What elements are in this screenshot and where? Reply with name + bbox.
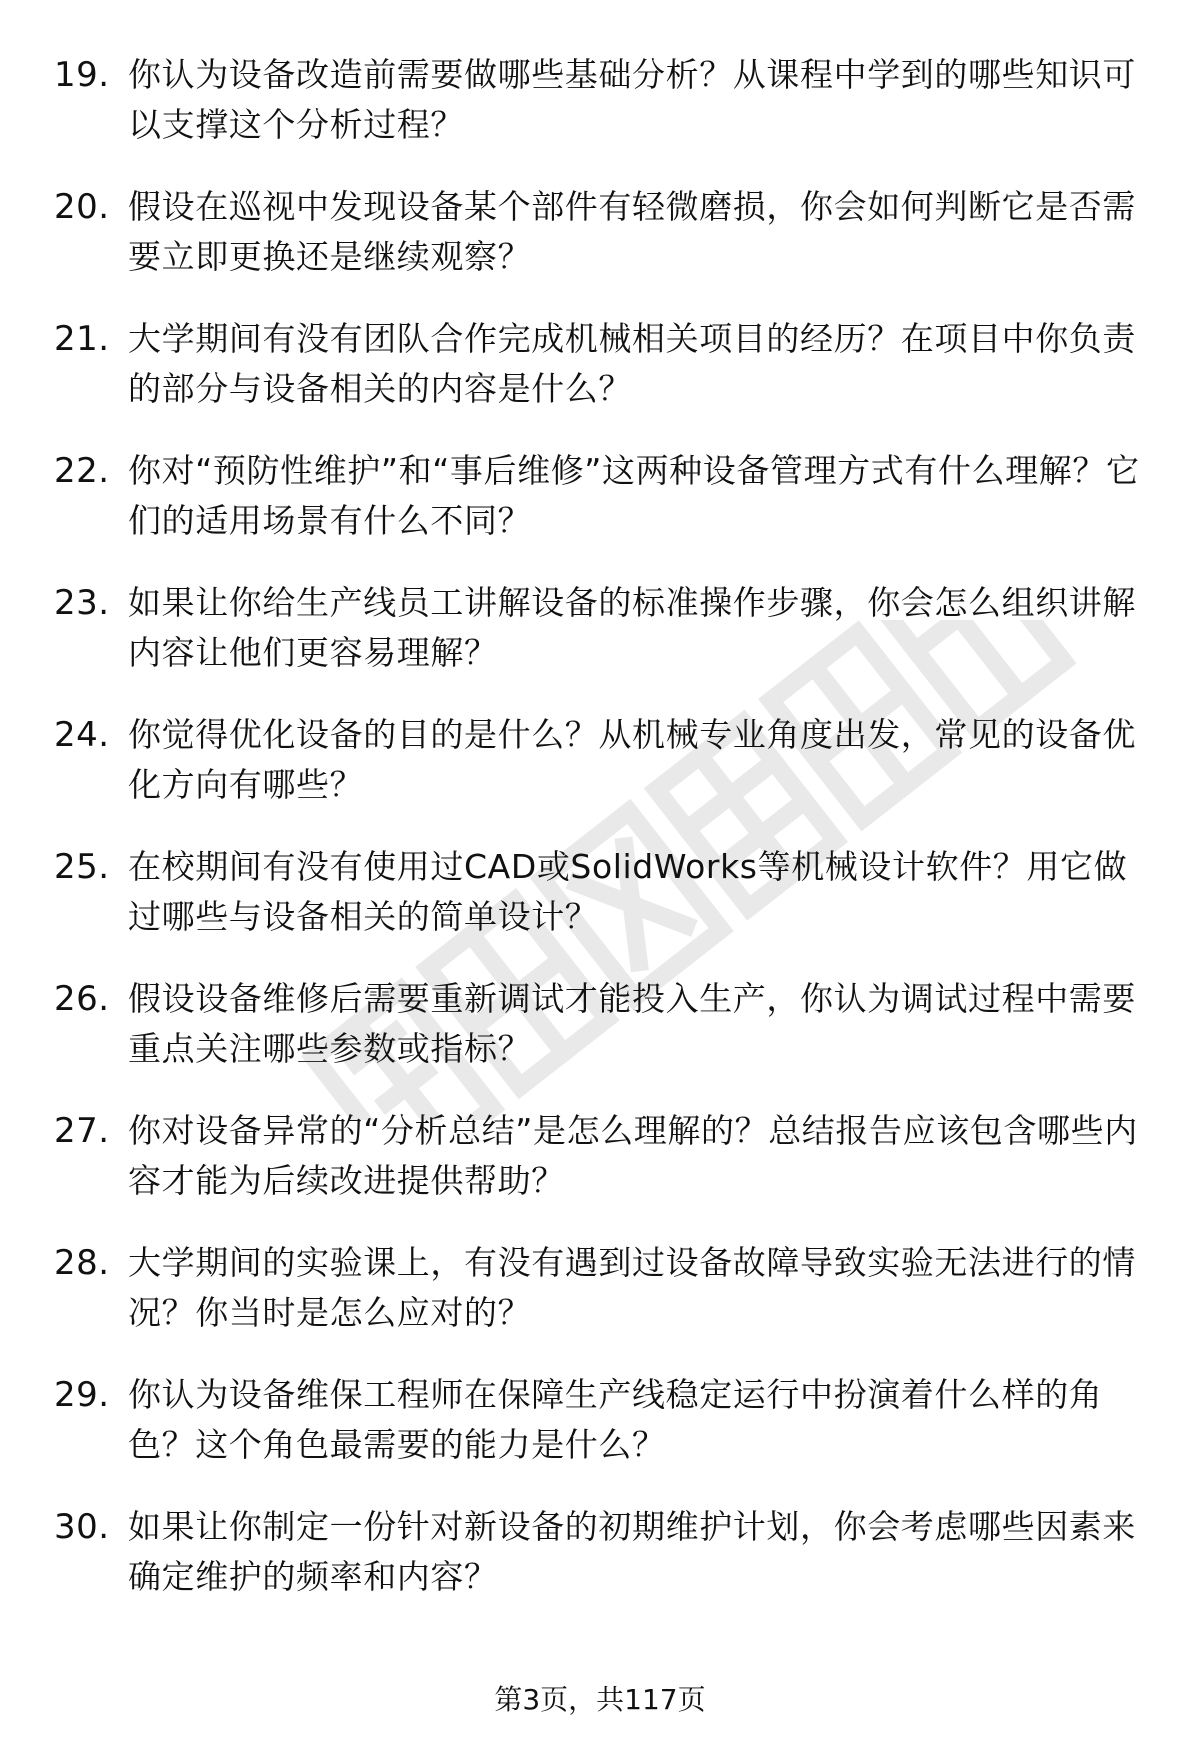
question-text: 如果让你给生产线员工讲解设备的标准操作步骤，你会怎么组织讲解内容让他们更容易理解？: [128, 583, 1136, 672]
question-text: 你对“预防性维护”和“事后维修”这两种设备管理方式有什么理解？它们的适用场景有什么不同？: [128, 451, 1140, 540]
question-item: [0, 314, 1200, 446]
question-item: [0, 1370, 1200, 1502]
page-footer: [0, 1680, 1200, 1720]
question-item: [0, 446, 1200, 578]
question-text: 大学期间有没有团队合作完成机械相关项目的经历？在项目中你负责的部分与设备相关的内容是什么？: [128, 319, 1136, 408]
question-text: 大学期间的实验课上，有没有遇到过设备故障导致实验无法进行的情况？你当时是怎么应对的？: [128, 1243, 1136, 1332]
page-number-label: 第3页，共117页: [494, 1683, 706, 1716]
question-item: [0, 182, 1200, 314]
question-text: 如果让你制定一份针对新设备的初期维护计划，你会考虑哪些因素来确定维护的频率和内容？: [128, 1507, 1136, 1596]
question-number: 24.: [54, 715, 110, 755]
question-item: [0, 50, 1200, 182]
question-text: 假设在巡视中发现设备某个部件有轻微磨损，你会如何判断它是否需要立即更换还是继续观察？: [128, 187, 1136, 276]
question-number: 26.: [54, 979, 110, 1019]
question-text: 在校期间有没有使用过CAD或SolidWorks等机械设计软件？用它做过哪些与设备相关的简单设计？: [128, 847, 1128, 936]
question-number: 25.: [54, 847, 110, 887]
question-item: [0, 974, 1200, 1106]
question-text: 你认为设备改造前需要做哪些基础分析？从课程中学到的哪些知识可以支撑这个分析过程？: [128, 55, 1136, 144]
question-item: [0, 1106, 1200, 1238]
question-number: 22.: [54, 451, 110, 491]
question-item: [0, 842, 1200, 974]
question-number: 30.: [54, 1507, 110, 1547]
question-text: 你觉得优化设备的目的是什么？从机械专业角度出发，常见的设备优化方向有哪些？: [128, 715, 1136, 804]
question-item: [0, 1238, 1200, 1370]
question-item: [0, 1502, 1200, 1634]
question-text: 你认为设备维保工程师在保障生产线稳定运行中扮演着什么样的角色？这个角色最需要的能力是什么？: [128, 1375, 1103, 1464]
question-item: [0, 710, 1200, 842]
question-number: 21.: [54, 319, 110, 359]
question-text: 你对设备异常的“分析总结”是怎么理解的？总结报告应该包含哪些内容才能为后续改进提供帮助？: [128, 1111, 1138, 1200]
question-number: 28.: [54, 1243, 110, 1283]
question-number: 27.: [54, 1111, 110, 1151]
question-item: [0, 578, 1200, 710]
question-number: 19.: [54, 55, 110, 95]
question-number: 20.: [54, 187, 110, 227]
question-number: 29.: [54, 1375, 110, 1415]
question-text: 假设设备维修后需要重新调试才能投入生产，你认为调试过程中需要重点关注哪些参数或指标？: [128, 979, 1136, 1068]
question-number: 23.: [54, 583, 110, 623]
question-list: [0, 50, 1200, 1634]
